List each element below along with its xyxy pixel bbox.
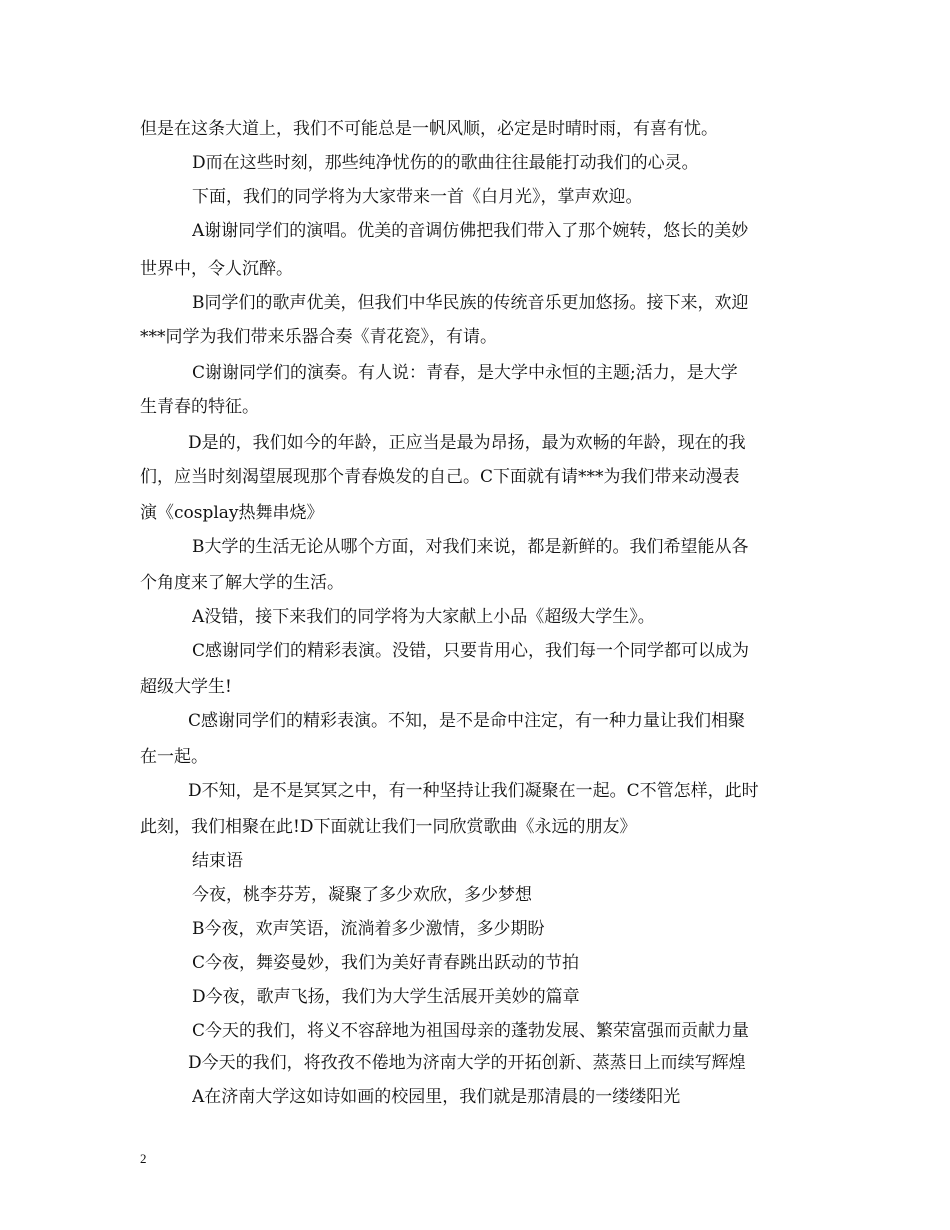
text-line: 今夜，桃李芬芳，凝聚了多少欢欣，多少梦想 [192, 885, 532, 905]
text-line: D不知，是不是冥冥之中，有一种坚持让我们凝聚在一起。C不管怎样，此时 [188, 781, 759, 801]
text-line: 此刻，我们相聚在此!D下面就让我们一同欣赏歌曲《永远的朋友》 [140, 817, 637, 837]
text-line: B同学们的歌声优美，但我们中华民族的传统音乐更加悠扬。接下来，欢迎 [192, 293, 749, 313]
text-line: C感谢同学们的精彩表演。不知，是不是命中注定，有一种力量让我们相聚 [188, 711, 746, 731]
text-line: 生青春的特征。 [140, 397, 259, 417]
text-line: D而在这些时刻，那些纯净忧伤的的歌曲往往最能打动我们的心灵。 [192, 153, 699, 173]
text-line: C感谢同学们的精彩表演。没错，只要肯用心，我们每一个同学都可以成为 [192, 641, 750, 661]
text-line: C今夜，舞姿曼妙，我们为美好青春跳出跃动的节拍 [192, 953, 580, 973]
text-line: 下面，我们的同学将为大家带来一首《白月光》，掌声欢迎。 [192, 187, 643, 207]
text-line: 们，应当时刻渴望展现那个青春焕发的自己。C下面就有请***为我们带来动漫表 [140, 467, 740, 487]
section-heading: 结束语 [192, 851, 243, 871]
text-line: ***同学为我们带来乐器合奏《青花瓷》，有请。 [140, 327, 497, 347]
text-line: 超级大学生! [140, 677, 232, 697]
text-line: D今夜，歌声飞扬，我们为大学生活展开美妙的篇章 [192, 987, 580, 1007]
text-line: 世界中，令人沉醉。 [140, 259, 293, 279]
text-line: D今天的我们，将孜孜不倦地为济南大学的开拓创新、蒸蒸日上而续写辉煌 [188, 1053, 746, 1073]
text-line: 个角度来了解大学的生活。 [140, 573, 344, 593]
text-line: A在济南大学这如诗如画的校园里，我们就是那清晨的一缕缕阳光 [192, 1087, 681, 1107]
text-line: A没错，接下来我们的同学将为大家献上小品《超级大学生》。 [192, 607, 655, 627]
text-line: D是的，我们如今的年龄，正应当是最为昂扬，最为欢畅的年龄，现在的我 [188, 433, 746, 453]
text-line: 在一起。 [140, 747, 208, 767]
text-line: 但是在这条大道上，我们不可能总是一帆风顺，必定是时晴时雨，有喜有忧。 [140, 119, 718, 139]
text-line: C谢谢同学们的演奏。有人说：青春，是大学中永恒的主题;活力，是大学 [192, 363, 738, 383]
text-line: A谢谢同学们的演唱。优美的音调仿佛把我们带入了那个婉转，悠长的美妙 [192, 221, 749, 241]
page-number: 2 [140, 1151, 147, 1166]
text-line: C今天的我们，将义不容辞地为祖国母亲的蓬勃发展、繁荣富强而贡献力量 [192, 1021, 750, 1041]
text-line: 演《cosplay热舞串烧》 [140, 503, 324, 523]
text-line: B今夜，欢声笑语，流淌着多少激情，多少期盼 [192, 919, 545, 939]
text-line: B大学的生活无论从哪个方面，对我们来说，都是新鲜的。我们希望能从各 [192, 537, 749, 557]
